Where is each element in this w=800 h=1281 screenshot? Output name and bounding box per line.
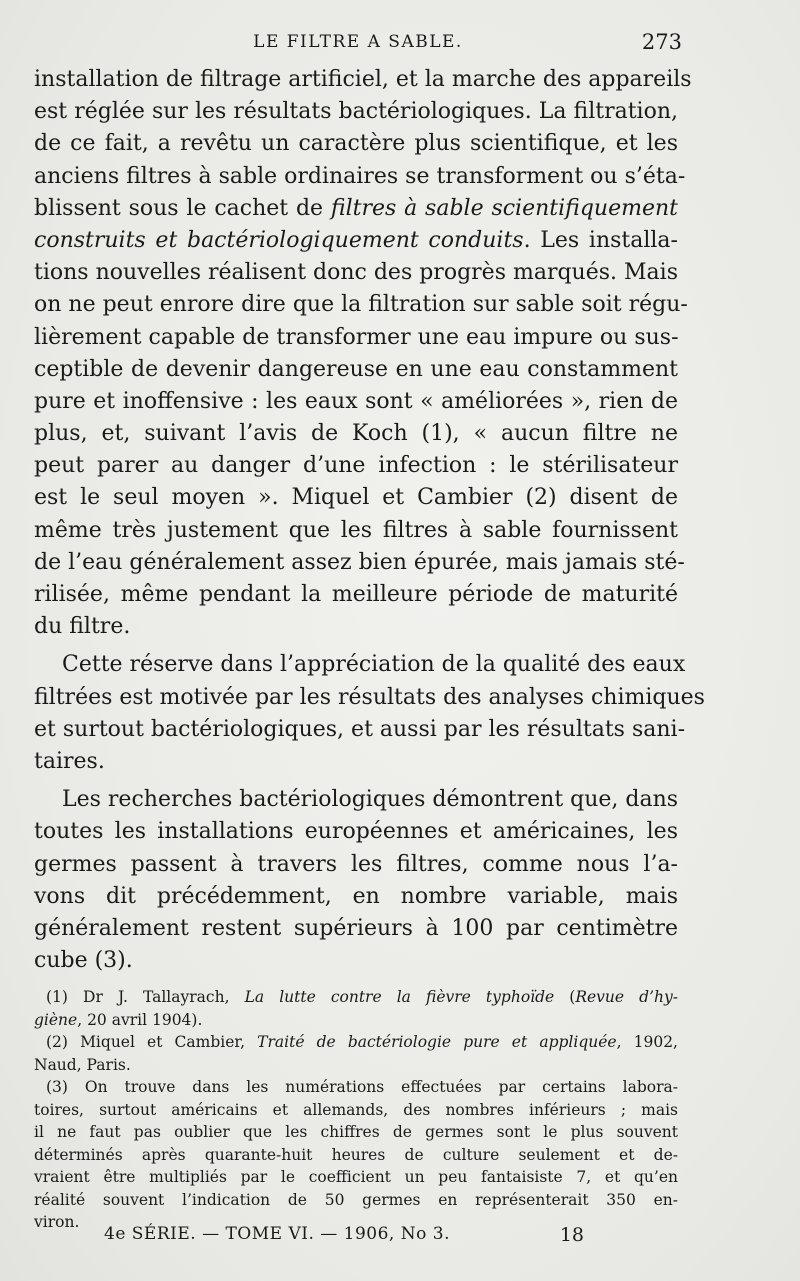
footnote-line: (3) On trouve dans les numérations effectuées par certains labora- <box>46 1078 678 1096</box>
footnote-line: réalité souvent l’indication de 50 germes en représenterait 350 en- <box>34 1190 678 1209</box>
text-line: vons dit précédemment, en nombre variable, mais <box>34 883 678 909</box>
text-line: on ne peut enrore dire que la filtration sur sable soit régu- <box>34 292 688 318</box>
running-head-title: LE FILTRE A SABLE. <box>253 32 463 52</box>
text-line: installation de filtrage artificiel, et la marche des appareils <box>34 67 692 92</box>
text-line: tions nouvelles réalisent donc des progrès marqués. Mais <box>34 260 678 286</box>
text-line: de ce fait, a revêtu un caractère plus scientifique, et les <box>34 131 678 157</box>
text-line: est réglée sur les résultats bactériologiques. La filtration, <box>34 99 678 125</box>
text-line: taires. <box>34 748 105 774</box>
footnote-line: Naud, Paris. <box>34 1055 131 1074</box>
paragraph-2 <box>34 649 705 778</box>
text-line: de l’eau généralement assez bien épurée, mais jamais sté- <box>34 549 685 575</box>
footnote-line: (2) Miquel et Cambier, Traité de bactériologie pure et appliquée, 1902, <box>46 1033 678 1051</box>
footnotes <box>34 986 678 1234</box>
text-line: blissent sous le cachet de filtres à sable scientifiquement <box>34 195 678 221</box>
text-line: peut parer au danger d’une infection : le stérilisateur <box>34 453 678 479</box>
paragraph-1 <box>34 64 692 643</box>
footnote-line: toires, surtout américains et allemands, des nombres inférieurs ; mais <box>34 1100 678 1119</box>
text-line: est le seul moyen ». Miquel et Cambier (2) disent de <box>34 485 678 511</box>
footnote-line: il ne faut pas oublier que les chiffres de germes sont le plus souvent <box>34 1123 678 1141</box>
text-line: Les recherches bactériologiques démontrent que, dans <box>62 787 679 813</box>
footnote-line: giène, 20 avril 1904). <box>34 1010 203 1029</box>
text-line: généralement restent supérieurs à 100 par centimètre <box>34 915 678 941</box>
footnote-line: (1) Dr J. Tallayrach, La lutte contre la fièvre typhoïde (Revue d’hy- <box>46 988 678 1006</box>
text-line: filtrées est motivée par les résultats des analyses chimiques <box>34 684 705 710</box>
text-line: germes passent à travers les filtres, comme nous l’a- <box>34 851 678 877</box>
text-line: lièrement capable de transformer une eau impure ou sus- <box>34 324 679 350</box>
text-line: construits et bactériologiquement conduits. Les installa- <box>34 227 678 253</box>
footnote-line: vraient être multipliés par le coefficient un peu fantaisiste 7, et qu’en <box>34 1168 678 1186</box>
text-line: pure et inoffensive : les eaux sont « améliorées », rien de <box>34 388 678 414</box>
running-head <box>36 32 680 58</box>
paragraph-3 <box>34 784 678 977</box>
text-line: cube (3). <box>34 948 133 974</box>
footnote-3 <box>34 1076 678 1234</box>
footnote-line: déterminés après quarante-huit heures de culture seulement et de- <box>34 1145 678 1164</box>
text-line: Cette réserve dans l’appréciation de la qualité des eaux <box>62 652 686 678</box>
text-line: toutes les installations européennes et américaines, les <box>34 819 678 845</box>
text-line: plus, et, suivant l’avis de Koch (1), « aucun filtre ne <box>34 421 678 447</box>
sheet-number: 18 <box>559 1224 584 1246</box>
text-line: anciens filtres à sable ordinaires se transforment ou s’éta- <box>34 163 686 189</box>
text-line: du filtre. <box>34 614 131 640</box>
footnote-2 <box>34 1031 678 1076</box>
text-line: même très justement que les filtres à sable fournissent <box>34 517 678 543</box>
footnote-1 <box>34 986 678 1031</box>
body-text <box>34 64 705 977</box>
series-signature: 4e SÉRIE. — TOME VI. — 1906, No 3. <box>104 1224 450 1244</box>
text-line: ceptible de devenir dangereuse en une eau constamment <box>34 356 678 382</box>
footnote-line: viron. <box>34 1213 80 1231</box>
text-line: rilisée, même pendant la meilleure période de maturité <box>34 582 678 607</box>
text-line: et surtout bactériologiques, et aussi par les résultats sani- <box>34 716 685 742</box>
page-number: 273 <box>641 30 682 54</box>
